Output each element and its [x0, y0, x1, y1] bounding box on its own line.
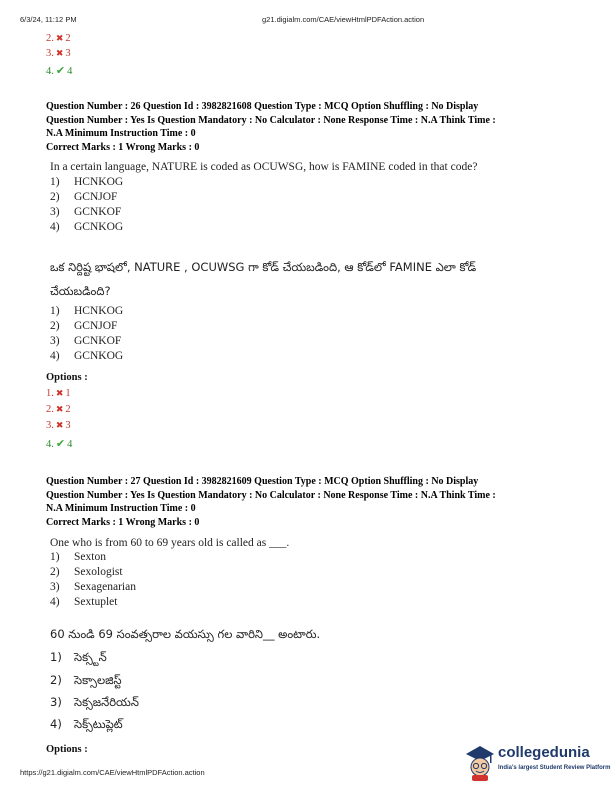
print-datetime: 6/3/24, 11:12 PM	[20, 15, 77, 24]
q26-choice-te-3: 3) GCNKOF	[50, 335, 122, 347]
q27-choice-te-4: 4) సెక్స్‌టుప్లెట్	[50, 717, 123, 731]
check-icon: ✔	[55, 438, 66, 450]
print-url: g21.digialm.com/CAE/viewHtmlPDFAction.action	[262, 15, 425, 24]
q26-option-4: 4. ✔ 4	[46, 438, 73, 450]
q27-choice-te-2: 2) సెక్సాలజిస్ట్	[50, 673, 122, 687]
q26-option-2: 2. ✖ 2	[46, 404, 71, 415]
q26-choice-en-1: 1) HCNKOG	[50, 176, 124, 188]
q26-question-te-line1: ఒక నిర్దిష్ట భాషలో, NATURE , OCUWSG గా కోడ్ చేయబడింది, ఆ కోడ్‌లో FAMINE ఎలా కోడ్	[50, 260, 477, 274]
q27-meta: Question Number : 27 Question Id : 3982821609 Question Type : MCQ Option Shuffling : No Display Question Number : Yes Is Question Mandatory : No Calculator : None Response Time : N.A Think Time : N.A Minimum Instruction Time : 0 Correct Marks : 1 Wrong Marks : 0	[46, 475, 566, 529]
wrong-icon: ✖	[55, 404, 64, 414]
q26-marks: Correct Marks : 1 Wrong Marks : 0	[46, 141, 200, 153]
q26-option-1: 1. ✖ 1	[46, 388, 71, 399]
q26-choice-en-4: 4) GCNKOG	[50, 221, 124, 233]
q26-choice-te-4: 4) GCNKOG	[50, 350, 124, 362]
prev-option-3: 3. ✖ 3	[46, 48, 71, 59]
q27-choice-en-4: 4) Sextuplet	[50, 596, 118, 608]
q27-choice-te-3: 3) సెక్సజనేరియన్	[50, 695, 139, 709]
collegedunia-logo	[462, 742, 610, 782]
wrong-icon: ✖	[55, 33, 64, 43]
q27-choice-en-2: 2) Sexologist	[50, 566, 123, 578]
q27-question-en: One who is from 60 to 69 years old is called as ___.	[50, 537, 290, 549]
q26-options-label: Options :	[46, 372, 88, 383]
q26-choice-te-1: 1) HCNKOG	[50, 305, 124, 317]
q26-meta: Question Number : 26 Question Id : 3982821608 Question Type : MCQ Option Shuffling : No Display Question Number : Yes Is Question Mandatory : No Calculator : None Response Time : N.A Think Time : N.A Minimum Instruction Time : 0 Correct Marks : 1 Wrong Marks : 0	[46, 100, 566, 154]
q27-choice-te-1: 1) సెక్స్టన్	[50, 650, 107, 664]
q27-question-te: 60 నుండి 69 సంవత్సరాల వయస్సు గల వారిని__ అంటారు.	[50, 627, 321, 641]
q26-option-3: 3. ✖ 3	[46, 420, 71, 431]
q27-marks: Correct Marks : 1 Wrong Marks : 0	[46, 516, 200, 528]
q27-options-label: Options :	[46, 744, 88, 755]
graduate-mascot-icon	[462, 742, 498, 782]
wrong-icon: ✖	[55, 388, 64, 398]
footer-url: https://g21.digialm.com/CAE/viewHtmlPDFAction.action	[20, 768, 205, 777]
wrong-icon: ✖	[55, 48, 64, 58]
q26-question-te-line2: చేయబడింది?	[50, 284, 111, 298]
q26-choice-en-2: 2) GCNJOF	[50, 191, 118, 203]
prev-option-2: 2. ✖ 2	[46, 33, 71, 44]
prev-option-4: 4. ✔ 4	[46, 65, 73, 77]
q26-question-en: In a certain language, NATURE is coded as OCUWSG, how is FAMINE coded in that code?	[50, 161, 478, 173]
logo-tagline: India's largest Student Review Platform	[498, 765, 611, 771]
logo-name: collegedunia	[498, 744, 590, 761]
wrong-icon: ✖	[55, 420, 64, 430]
q26-choice-te-2: 2) GCNJOF	[50, 320, 118, 332]
check-icon: ✔	[55, 65, 66, 77]
q27-choice-en-3: 3) Sexagenarian	[50, 581, 136, 593]
q27-choice-en-1: 1) Sexton	[50, 551, 106, 563]
q26-choice-en-3: 3) GCNKOF	[50, 206, 122, 218]
